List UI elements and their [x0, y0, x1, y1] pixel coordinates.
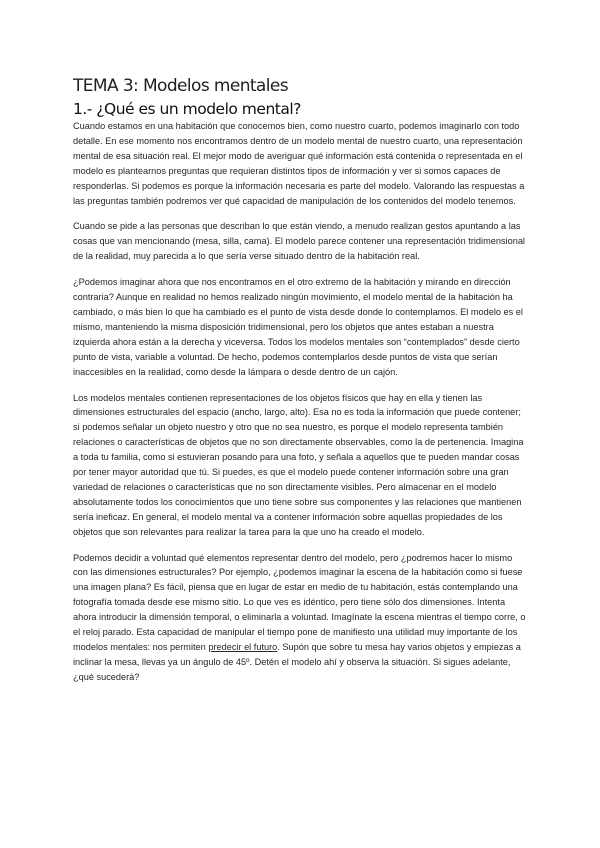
paragraph-3: ¿Podemos imaginar ahora que nos encontramos en el otro extremo de la habitación y mirando en dirección contraria? Aunque en realidad no hemos realizado ningún movimiento, el modelo mental de la habitación ha cambiado, o más bien lo que ha cambiado es el punto de vista desde donde lo contemplamos. El modelo es el mismo, manteniendo la misma disposición tridimensional, pero los objetos que antes estaban a nuestra izquierda ahora están a la derecha y viceversa. Todos los modelos mentales son “contemplados” desde cierto punto de vista, variable a voluntad. De hecho, podemos contemplarlos desde puntos de vista que serían inaccesibles en la realidad, como desde la lámpara o desde dentro de un cajón. [73, 277, 523, 377]
paragraph-2: Cuando se pide a las personas que describan lo que están viendo, a menudo realizan gestos apuntando a las cosas que van mencionando (mesa, silla, cama). El modelo parece contener una representación tridimensional de la realidad, muy parecida a lo que sería verse situado dentro de la habitación real. [73, 221, 525, 262]
paragraph-5 [73, 551, 529, 685]
document-page [73, 76, 529, 685]
paragraph-5-text-after: . Supón que sobre tu mesa hay varios objetos y empiezas a inclinar la mesa, llevas ya un ángulo de 45º. Detén el modelo ahí y observa la situación. Si sigues adelante, ¿qué sucederá? [73, 642, 521, 682]
paragraph-4: Los modelos mentales contienen representaciones de los objetos físicos que hay en ella y tienen las dimensiones estructurales del espacio (ancho, largo, alto). Esa no es toda la información que puede contener; si podemos señalar un objeto nuestro y otro que no sea nuestro, es porque el modelo representa también relaciones o características de objetos que no son directamente observables, como la de pertenencia. Imagina a toda tu familia, como si estuvieran posando para una foto, y señala a aquellos que te pueden mandar cosas por tener mayor autoridad que tú. Si puedes, es que el modelo puede contener información sobre una gran variedad de relaciones o características que no son directamente visibles. Pero almacenar en el modelo absolutamente todos los conocimientos que uno tiene sobre sus componentes y las relaciones que mantienen sería ineficaz. En general, el modelo mental va a contener información sobre aquellas propiedades de los objetos que son relevantes para realizar la tarea para la que uno ha creado el modelo. [73, 392, 524, 537]
predecir-futuro-link[interactable]: predecir el futuro [208, 642, 278, 652]
document-title: TEMA 3: Modelos mentales [73, 76, 288, 96]
paragraph-5-text-before: Podemos decidir a voluntad qué elementos representar dentro del modelo, pero ¿podremos hacer lo mismo con las dimensiones estructurales? Por ejemplo, ¿podemos imaginar la escena de la habitación como si fuese una imagen plana? Es fácil, piensa que en lugar de estar en medio de tu habitación, estás contemplando una fotografía tomada desde ese mismo sitio. Lo que ves es idéntico, pero tiene sólo dos dimensiones. Intenta ahora introducir la dimensión temporal, o eliminarla a voluntad. Imagínate la escena mientras el tiempo corre, o el reloj parado. Esta capacidad de manipular el tiempo pone de manifiesto una utilidad muy importante de los modelos mentales: nos permiten [73, 552, 526, 652]
section-heading: 1.- ¿Qué es un modelo mental? [73, 100, 301, 118]
paragraph-1: Cuando estamos en una habitación que conocemos bien, como nuestro cuarto, podemos imaginarlo con todo detalle. En ese momento nos encontramos dentro de un modelo mental de nuestro cuarto, una representación mental de esa situación real. El mejor modo de averiguar qué información está contenida o representada en el modelo es plantearnos preguntas que requieran distintos tipos de información y ver si somos capaces de responderlas. Si podemos es porque la información necesaria es parte del modelo. Valorando las respuestas a las preguntas también podremos ver qué capacidad de manipulación de los contenidos del modelo tenemos. [73, 121, 525, 206]
